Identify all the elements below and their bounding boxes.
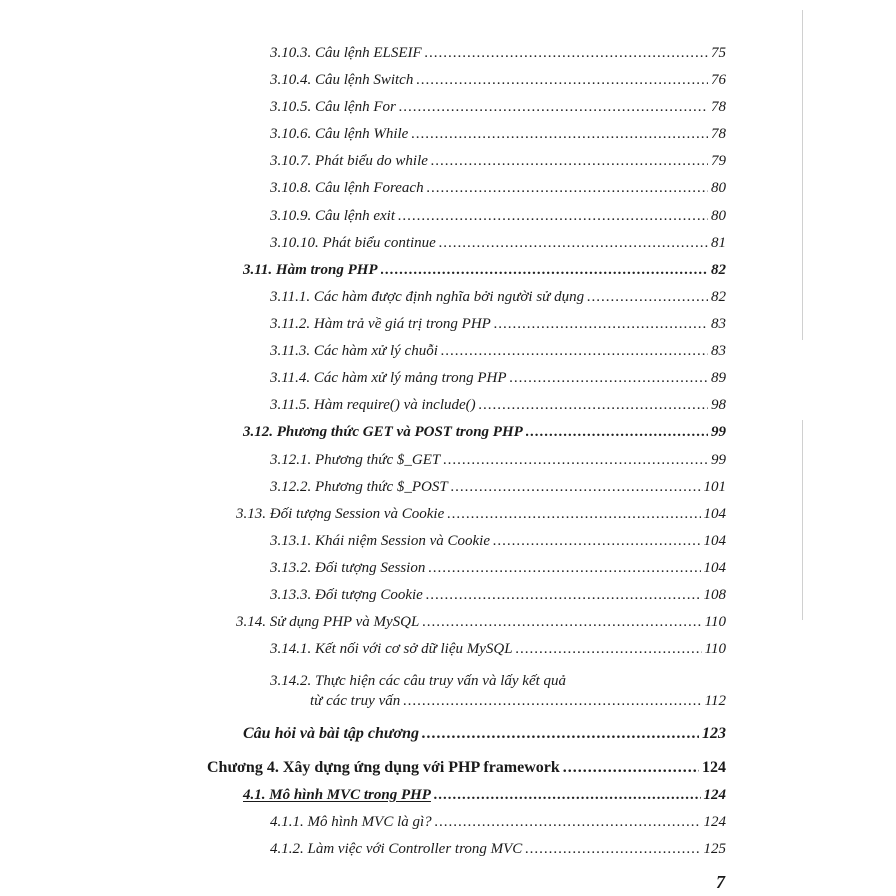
toc-entry-title: 3.11.2. Hàm trả về giá trị trong PHP — [270, 316, 491, 332]
toc-entry — [270, 126, 726, 143]
toc-entry-title: 3.13. Đối tượng Session và Cookie — [236, 506, 445, 522]
toc-entry-title: 3.10.10. Phát biểu continue — [270, 235, 436, 251]
toc-entry-title: 3.12.2. Phương thức $_POST — [270, 479, 448, 495]
toc-entry — [270, 370, 726, 387]
toc-entry — [270, 814, 726, 831]
toc-leader-dots — [516, 641, 702, 658]
toc-entry — [270, 180, 726, 197]
toc-leader-dots — [447, 506, 700, 523]
toc-entry-title: Chương 4. Xây dựng ứng dụng với PHP framework — [207, 759, 560, 776]
toc-leader-dots — [416, 72, 708, 89]
toc-entry-page: 83 — [711, 343, 726, 359]
toc-entry-title: 3.14. Sử dụng PHP và MySQL — [236, 614, 420, 630]
toc-entry — [270, 343, 726, 360]
toc-entry-page: 79 — [711, 153, 726, 169]
toc-entry-page: 83 — [711, 316, 726, 332]
toc-entry-title: 4.1. Mô hình MVC trong PHP — [243, 787, 431, 803]
toc-entry — [243, 424, 726, 441]
toc-entry — [270, 841, 726, 858]
toc-entry — [270, 641, 726, 658]
toc-entry-title: 3.11.4. Các hàm xử lý mảng trong PHP — [270, 370, 507, 386]
toc-leader-dots — [526, 424, 708, 441]
toc-entry-title: 4.1.2. Làm việc với Controller trong MVC — [270, 841, 523, 857]
toc-leader-dots — [443, 452, 708, 469]
toc-entry-title: 3.10.8. Câu lệnh Foreach — [270, 180, 424, 196]
toc-entry-page: 124 — [703, 787, 726, 803]
toc-entry — [243, 262, 726, 279]
toc-leader-dots — [494, 316, 708, 333]
toc-entry-title: 3.12.1. Phương thức $_GET — [270, 452, 441, 468]
toc-entry-page: 80 — [711, 180, 726, 196]
toc-entry-page: 110 — [704, 614, 726, 630]
toc-entry-page: 99 — [711, 452, 726, 468]
toc-leader-dots — [493, 533, 701, 550]
toc-entry — [270, 289, 726, 306]
toc-entry-title: 3.14.1. Kết nối với cơ sở dữ liệu MySQL — [270, 641, 513, 657]
toc-entry — [270, 153, 726, 170]
toc-entry — [270, 316, 726, 333]
toc-entry-page: 98 — [711, 397, 726, 413]
toc-leader-dots — [441, 343, 708, 360]
toc-entry-title: 3.11.3. Các hàm xử lý chuỗi — [270, 343, 438, 359]
toc-entry-title-continued: từ các truy vấn — [310, 693, 401, 709]
toc-entry-page: 123 — [702, 725, 726, 742]
toc-entry-page: 75 — [711, 45, 726, 61]
toc-entry-page: 104 — [703, 560, 726, 576]
toc-leader-dots — [425, 45, 708, 62]
toc-entry-page: 124 — [702, 759, 726, 776]
toc-leader-dots — [422, 725, 699, 742]
toc-entry-title: 3.12. Phương thức GET và POST trong PHP — [243, 424, 523, 440]
toc-entry-wrapped — [270, 671, 726, 711]
toc-entry — [270, 587, 726, 604]
page-edge-line — [802, 420, 803, 620]
toc-entry-page: 78 — [711, 126, 726, 142]
toc-entry-page: 80 — [711, 208, 726, 224]
toc-entry — [270, 235, 726, 252]
toc-entry-page: 110 — [704, 641, 726, 657]
toc-entry — [270, 452, 726, 469]
toc-leader-dots — [426, 587, 701, 604]
toc-entry-title: 3.10.4. Câu lệnh Switch — [270, 72, 414, 88]
toc-entry-page: 76 — [711, 72, 726, 88]
toc-entry-page: 78 — [711, 99, 726, 115]
toc-leader-dots — [451, 479, 701, 496]
toc-entry — [270, 99, 726, 116]
toc-entry-title: 3.10.3. Câu lệnh ELSEIF — [270, 45, 422, 61]
page-edge-line — [802, 10, 803, 340]
toc-leader-dots — [427, 180, 708, 197]
toc-leader-dots — [439, 235, 708, 252]
toc-entry-page: 125 — [703, 841, 726, 857]
toc-entry-page: 81 — [711, 235, 726, 251]
toc-entry — [270, 533, 726, 550]
toc-entry-title: 3.11. Hàm trong PHP — [243, 262, 378, 278]
toc-entry-page: 104 — [703, 533, 726, 549]
toc-leader-dots — [411, 126, 708, 143]
toc-entry-title: 3.11.5. Hàm require() và include() — [270, 397, 476, 413]
toc-entry-title: 3.13.1. Khái niệm Session và Cookie — [270, 533, 490, 549]
toc-entry-page: 82 — [711, 289, 726, 305]
toc-entry-title: 3.13.3. Đối tượng Cookie — [270, 587, 423, 603]
toc-entry-title: 3.10.6. Câu lệnh While — [270, 126, 409, 142]
toc-entry-page: 112 — [704, 693, 726, 709]
toc-entry-title: 3.14.2. Thực hiện các câu truy vấn và lấy kết quả — [270, 673, 567, 689]
toc-leader-dots — [434, 787, 701, 804]
toc-leader-dots — [403, 691, 701, 711]
toc-entry — [243, 725, 726, 742]
toc-entry — [236, 506, 726, 523]
toc-leader-dots — [431, 153, 708, 170]
toc-entry — [270, 479, 726, 496]
toc-leader-dots — [435, 814, 701, 831]
toc-entry-page: 82 — [711, 262, 726, 278]
toc-leader-dots — [563, 759, 699, 776]
toc-entry-title: 3.13.2. Đối tượng Session — [270, 560, 426, 576]
toc-leader-dots — [479, 397, 708, 414]
toc-entry-title: Câu hỏi và bài tập chương — [243, 725, 419, 742]
toc-leader-dots — [422, 614, 701, 631]
toc-entry-page: 104 — [703, 506, 726, 522]
toc-entry-title: 3.10.5. Câu lệnh For — [270, 99, 396, 115]
toc-entry — [236, 614, 726, 631]
toc-entry-page: 124 — [703, 814, 726, 830]
toc-entry — [207, 759, 726, 776]
page-number: 7 — [716, 872, 725, 892]
toc-entry-page: 101 — [703, 479, 726, 495]
toc-entry — [270, 397, 726, 414]
toc-entry — [270, 208, 726, 225]
toc-entry-page: 108 — [703, 587, 726, 603]
toc-leader-dots — [587, 289, 708, 306]
toc-entry — [243, 787, 726, 804]
toc-entry-title: 3.11.1. Các hàm được định nghĩa bởi người sử dụng — [270, 289, 585, 305]
toc-entry — [270, 72, 726, 89]
toc-entry — [270, 560, 726, 577]
toc-entry-title: 3.10.7. Phát biểu do while — [270, 153, 428, 169]
toc-entry-title: 3.10.9. Câu lệnh exit — [270, 208, 395, 224]
toc-leader-dots — [509, 370, 708, 387]
toc-entry — [270, 45, 726, 62]
toc-leader-dots — [381, 262, 708, 279]
toc-leader-dots — [428, 560, 700, 577]
toc-entry-page: 89 — [711, 370, 726, 386]
toc-leader-dots — [525, 841, 700, 858]
toc-leader-dots — [399, 99, 708, 116]
toc-entry-page: 99 — [711, 424, 726, 440]
toc-leader-dots — [398, 208, 708, 225]
toc-entry-title: 4.1.1. Mô hình MVC là gì? — [270, 814, 432, 830]
